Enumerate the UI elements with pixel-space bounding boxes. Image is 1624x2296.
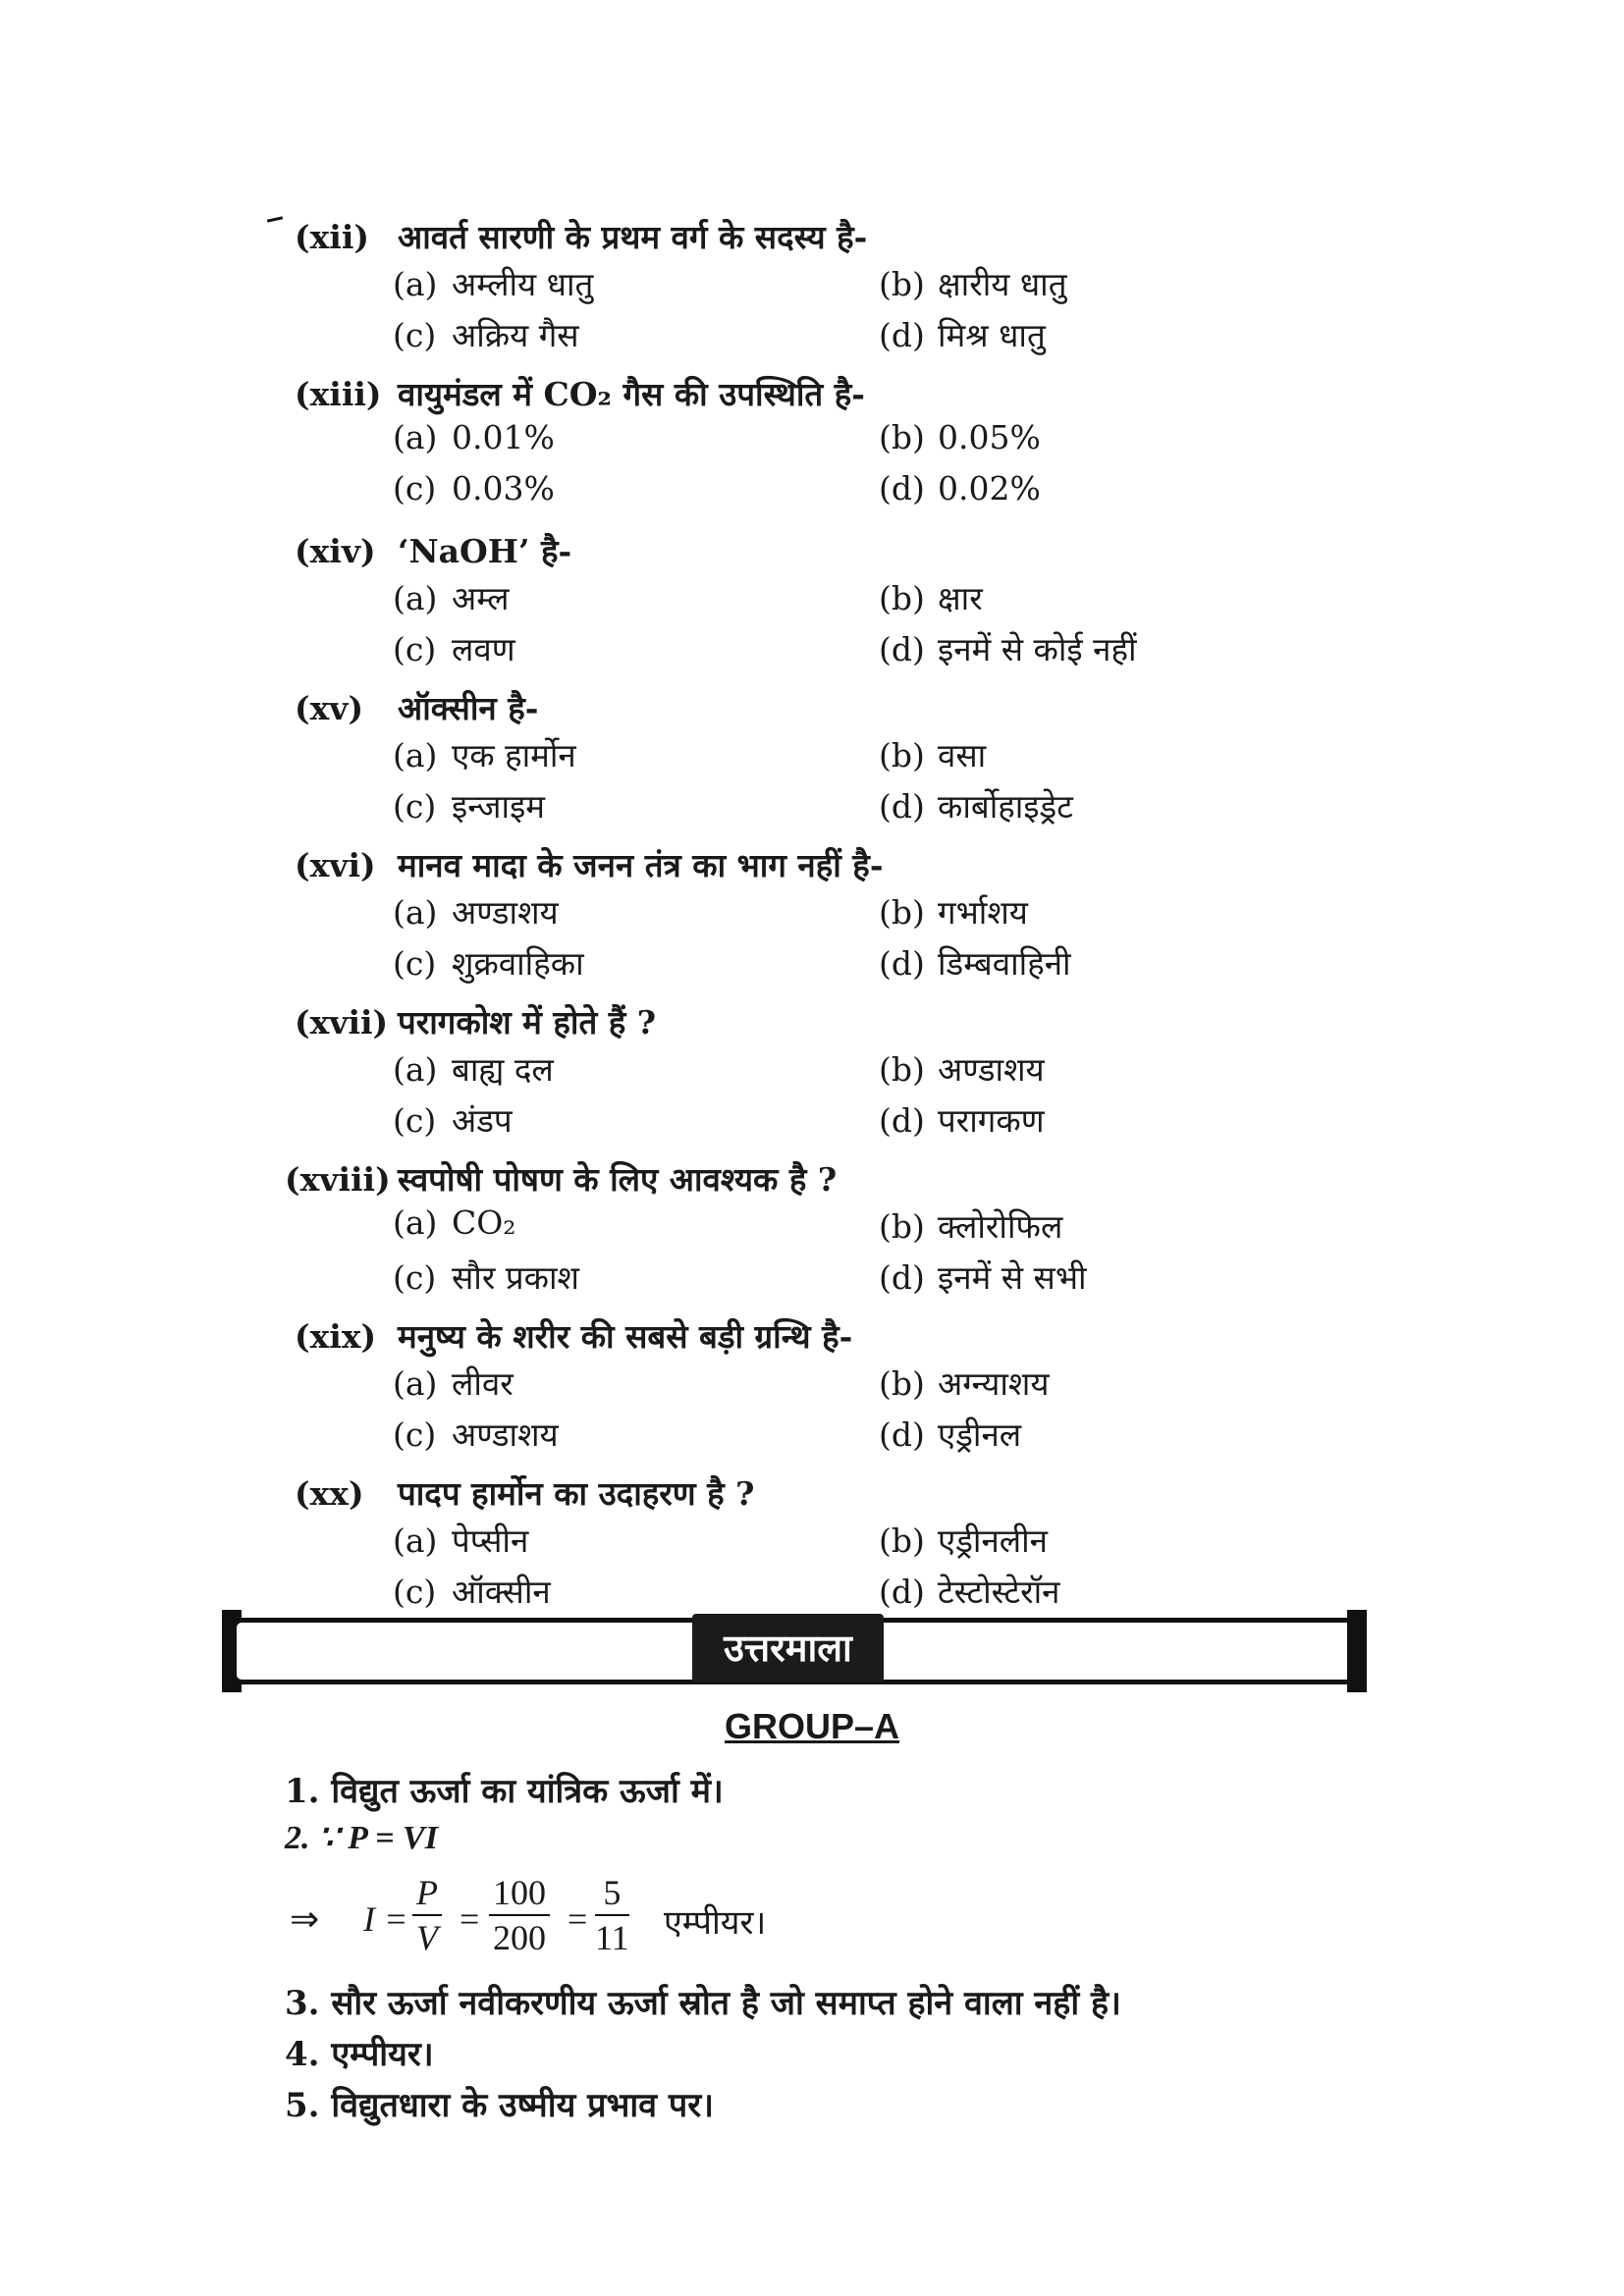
option-c bbox=[393, 626, 515, 670]
option-c bbox=[393, 312, 579, 356]
option-a bbox=[393, 889, 559, 934]
fraction-p-over-v bbox=[412, 1871, 442, 1959]
option-a bbox=[393, 575, 509, 619]
option-text: क्षारीय धातु bbox=[938, 265, 1067, 303]
option-label: (b) bbox=[879, 1364, 925, 1403]
option-label: (d) bbox=[879, 944, 925, 983]
question-number: (xx) bbox=[295, 1474, 364, 1513]
option-d bbox=[879, 940, 1071, 985]
answer-1: 1. विद्युत ऊर्जा का यांत्रिक ऊर्जा में। bbox=[285, 1772, 724, 1811]
option-a bbox=[393, 261, 593, 305]
question-stem: पादप हार्मोन का उदाहरण है ? bbox=[398, 1474, 755, 1513]
fraction-numerator: 100 bbox=[489, 1871, 550, 1916]
option-d bbox=[879, 312, 1046, 356]
option-d bbox=[879, 469, 1041, 507]
option-label: (c) bbox=[393, 1258, 437, 1297]
question-stem: मानव मादा के जनन तंत्र का भाग नहीं है- bbox=[398, 846, 884, 884]
answer-5: 5. विद्युतधारा के उष्मीय प्रभाव पर। bbox=[285, 2086, 715, 2125]
option-label: (d) bbox=[879, 787, 925, 826]
option-text: अण्डाशय bbox=[452, 1415, 559, 1454]
option-text: पेप्सीन bbox=[452, 1522, 529, 1560]
option-label: (d) bbox=[879, 1101, 925, 1140]
option-text: मिश्र धातु bbox=[938, 316, 1046, 354]
equals-sign: = bbox=[460, 1899, 480, 1939]
option-a bbox=[393, 1046, 554, 1091]
answer-2-text: 2. ∵ P = VI bbox=[285, 1820, 438, 1856]
option-text: अक्रिय गैस bbox=[452, 316, 579, 354]
option-d bbox=[879, 1097, 1045, 1142]
option-d bbox=[879, 1569, 1059, 1613]
option-label: (b) bbox=[879, 1050, 925, 1089]
option-c bbox=[393, 1412, 559, 1456]
option-a bbox=[393, 1518, 528, 1562]
answer-2 bbox=[285, 1818, 438, 1857]
banner-title: उत्तरमाला bbox=[692, 1614, 884, 1682]
option-d bbox=[879, 783, 1073, 828]
option-label: (a) bbox=[393, 1522, 438, 1560]
option-text: अण्डाशय bbox=[938, 1050, 1045, 1089]
question-stem: मनुष्य के शरीर की सबसे बड़ी ग्रन्थि है- bbox=[398, 1317, 853, 1356]
question-stem: ‘NaOH’ है- bbox=[398, 532, 572, 570]
option-text: क्लोरोफिल bbox=[938, 1207, 1063, 1246]
option-label: (b) bbox=[879, 893, 925, 932]
option-b bbox=[879, 261, 1067, 305]
option-label: (b) bbox=[879, 1522, 925, 1560]
option-label: (a) bbox=[393, 265, 438, 303]
option-text: गर्भाशय bbox=[938, 893, 1028, 932]
question-number: (xiv) bbox=[295, 532, 376, 570]
answer-3: 3. सौर ऊर्जा नवीकरणीय ऊर्जा स्रोत है जो समाप्त होने वाला नहीं है। bbox=[285, 1984, 1121, 2023]
option-label: (a) bbox=[393, 1203, 438, 1242]
option-label: (d) bbox=[879, 316, 925, 354]
option-label: (a) bbox=[393, 736, 438, 774]
option-text: 0.05% bbox=[938, 418, 1041, 456]
option-text: इन्जाइम bbox=[452, 787, 546, 826]
question-stem: परागकोश में होते हैं ? bbox=[398, 1003, 657, 1041]
option-text: एड्रीनल bbox=[938, 1415, 1022, 1454]
option-label: (a) bbox=[393, 893, 438, 932]
option-text: 0.02% bbox=[938, 469, 1041, 507]
option-label: (c) bbox=[393, 1101, 437, 1140]
question-stem: स्वपोषी पोषण के लिए आवश्यक है ? bbox=[398, 1160, 838, 1199]
question-number: (xviii) bbox=[285, 1160, 391, 1199]
unit-label: एम्पीयर। bbox=[664, 1903, 767, 1943]
option-a bbox=[393, 1203, 516, 1242]
option-label: (d) bbox=[879, 1573, 925, 1611]
option-text: कार्बोहाइड्रेट bbox=[938, 787, 1073, 826]
option-c bbox=[393, 940, 584, 985]
question-stem: आवर्त सारणी के प्रथम वर्ग के सदस्य है- bbox=[398, 218, 868, 256]
answer-4: 4. एम्पीयर। bbox=[285, 2035, 434, 2074]
stray-mark bbox=[267, 216, 283, 222]
option-label: (b) bbox=[879, 1207, 925, 1246]
option-label: (b) bbox=[879, 579, 925, 617]
option-text: 0.03% bbox=[452, 469, 555, 507]
option-b bbox=[879, 1361, 1050, 1405]
option-c bbox=[393, 1097, 513, 1142]
option-label: (c) bbox=[393, 316, 437, 354]
fraction-denominator: V bbox=[416, 1918, 438, 1957]
option-a bbox=[393, 732, 576, 776]
option-label: (c) bbox=[393, 1415, 437, 1454]
option-text: टेस्टोस्टेरॉन bbox=[938, 1573, 1060, 1611]
option-label: (c) bbox=[393, 944, 437, 983]
group-title: GROUP–A bbox=[724, 1706, 900, 1746]
option-c bbox=[393, 1569, 551, 1613]
question-number: (xiii) bbox=[295, 375, 382, 413]
option-label: (a) bbox=[393, 1364, 438, 1403]
fraction-numerator: 5 bbox=[595, 1871, 629, 1916]
question-number: (xvii) bbox=[295, 1003, 389, 1041]
option-text: अम्ल bbox=[452, 579, 510, 617]
option-b bbox=[879, 575, 983, 619]
option-label: (a) bbox=[393, 418, 438, 456]
fraction-100-over-200 bbox=[489, 1871, 550, 1959]
option-d bbox=[879, 626, 1137, 670]
option-text: शुक्रवाहिका bbox=[452, 944, 584, 983]
formula-lhs: I = bbox=[363, 1899, 408, 1939]
option-c bbox=[393, 1255, 579, 1299]
option-text: अग्न्याशय bbox=[938, 1364, 1050, 1403]
option-label: (b) bbox=[879, 736, 925, 774]
option-text: परागकण bbox=[938, 1101, 1045, 1140]
option-text: लीवर bbox=[452, 1364, 514, 1403]
option-text: डिम्बवाहिनी bbox=[938, 944, 1071, 983]
option-text: क्षार bbox=[938, 579, 983, 617]
option-label: (c) bbox=[393, 630, 437, 668]
option-d bbox=[879, 1412, 1021, 1456]
option-text: वसा bbox=[938, 736, 987, 774]
option-text: अम्लीय धातु bbox=[452, 265, 594, 303]
question-number: (xv) bbox=[295, 689, 364, 727]
option-a bbox=[393, 1361, 514, 1405]
option-label: (a) bbox=[393, 579, 438, 617]
option-text: बाह्य दल bbox=[452, 1050, 554, 1089]
option-label: (b) bbox=[879, 418, 925, 456]
option-label: (a) bbox=[393, 1050, 438, 1089]
option-label: (d) bbox=[879, 469, 925, 507]
option-text: 0.01% bbox=[452, 418, 555, 456]
question-number: (xii) bbox=[295, 218, 369, 256]
option-c bbox=[393, 783, 545, 828]
option-text: एक हार्मोन bbox=[452, 736, 576, 774]
option-label: (b) bbox=[879, 265, 925, 303]
option-b bbox=[879, 732, 986, 776]
fraction-denominator: 11 bbox=[595, 1918, 629, 1957]
question-stem: ऑक्सीन है- bbox=[398, 689, 539, 727]
option-c bbox=[393, 469, 555, 507]
option-label: (c) bbox=[393, 469, 437, 507]
question-stem: वायुमंडल में CO₂ गैस की उपस्थिति है- bbox=[398, 375, 865, 413]
question-number: (xix) bbox=[295, 1317, 377, 1356]
option-b bbox=[879, 418, 1041, 456]
option-text: लवण bbox=[452, 630, 515, 668]
option-label: (d) bbox=[879, 1415, 925, 1454]
option-b bbox=[879, 1203, 1062, 1248]
option-text: एड्रीनलीन bbox=[938, 1522, 1049, 1560]
option-b bbox=[879, 1046, 1045, 1091]
option-label: (d) bbox=[879, 630, 925, 668]
option-a bbox=[393, 418, 555, 456]
option-text: सौर प्रकाश bbox=[452, 1258, 579, 1297]
option-b bbox=[879, 1518, 1048, 1562]
option-label: (c) bbox=[393, 787, 437, 826]
option-text: इनमें से सभी bbox=[938, 1258, 1087, 1297]
implies-symbol: ⇒ bbox=[290, 1899, 320, 1939]
option-label: (d) bbox=[879, 1258, 925, 1297]
equals-sign: = bbox=[568, 1899, 588, 1939]
option-b bbox=[879, 889, 1028, 934]
question-number: (xvi) bbox=[295, 846, 376, 884]
option-d bbox=[879, 1255, 1087, 1299]
fraction-denominator: 200 bbox=[493, 1918, 546, 1957]
option-text: ऑक्सीन bbox=[452, 1573, 551, 1611]
option-text: अण्डाशय bbox=[452, 893, 559, 932]
banner-right-cap bbox=[1347, 1610, 1367, 1692]
fraction-5-over-11 bbox=[595, 1871, 629, 1959]
fraction-numerator: P bbox=[412, 1871, 442, 1916]
option-text: इनमें से कोई नहीं bbox=[938, 630, 1137, 668]
option-label: (c) bbox=[393, 1573, 437, 1611]
option-text: CO₂ bbox=[452, 1203, 516, 1242]
option-text: अंडप bbox=[452, 1101, 513, 1140]
